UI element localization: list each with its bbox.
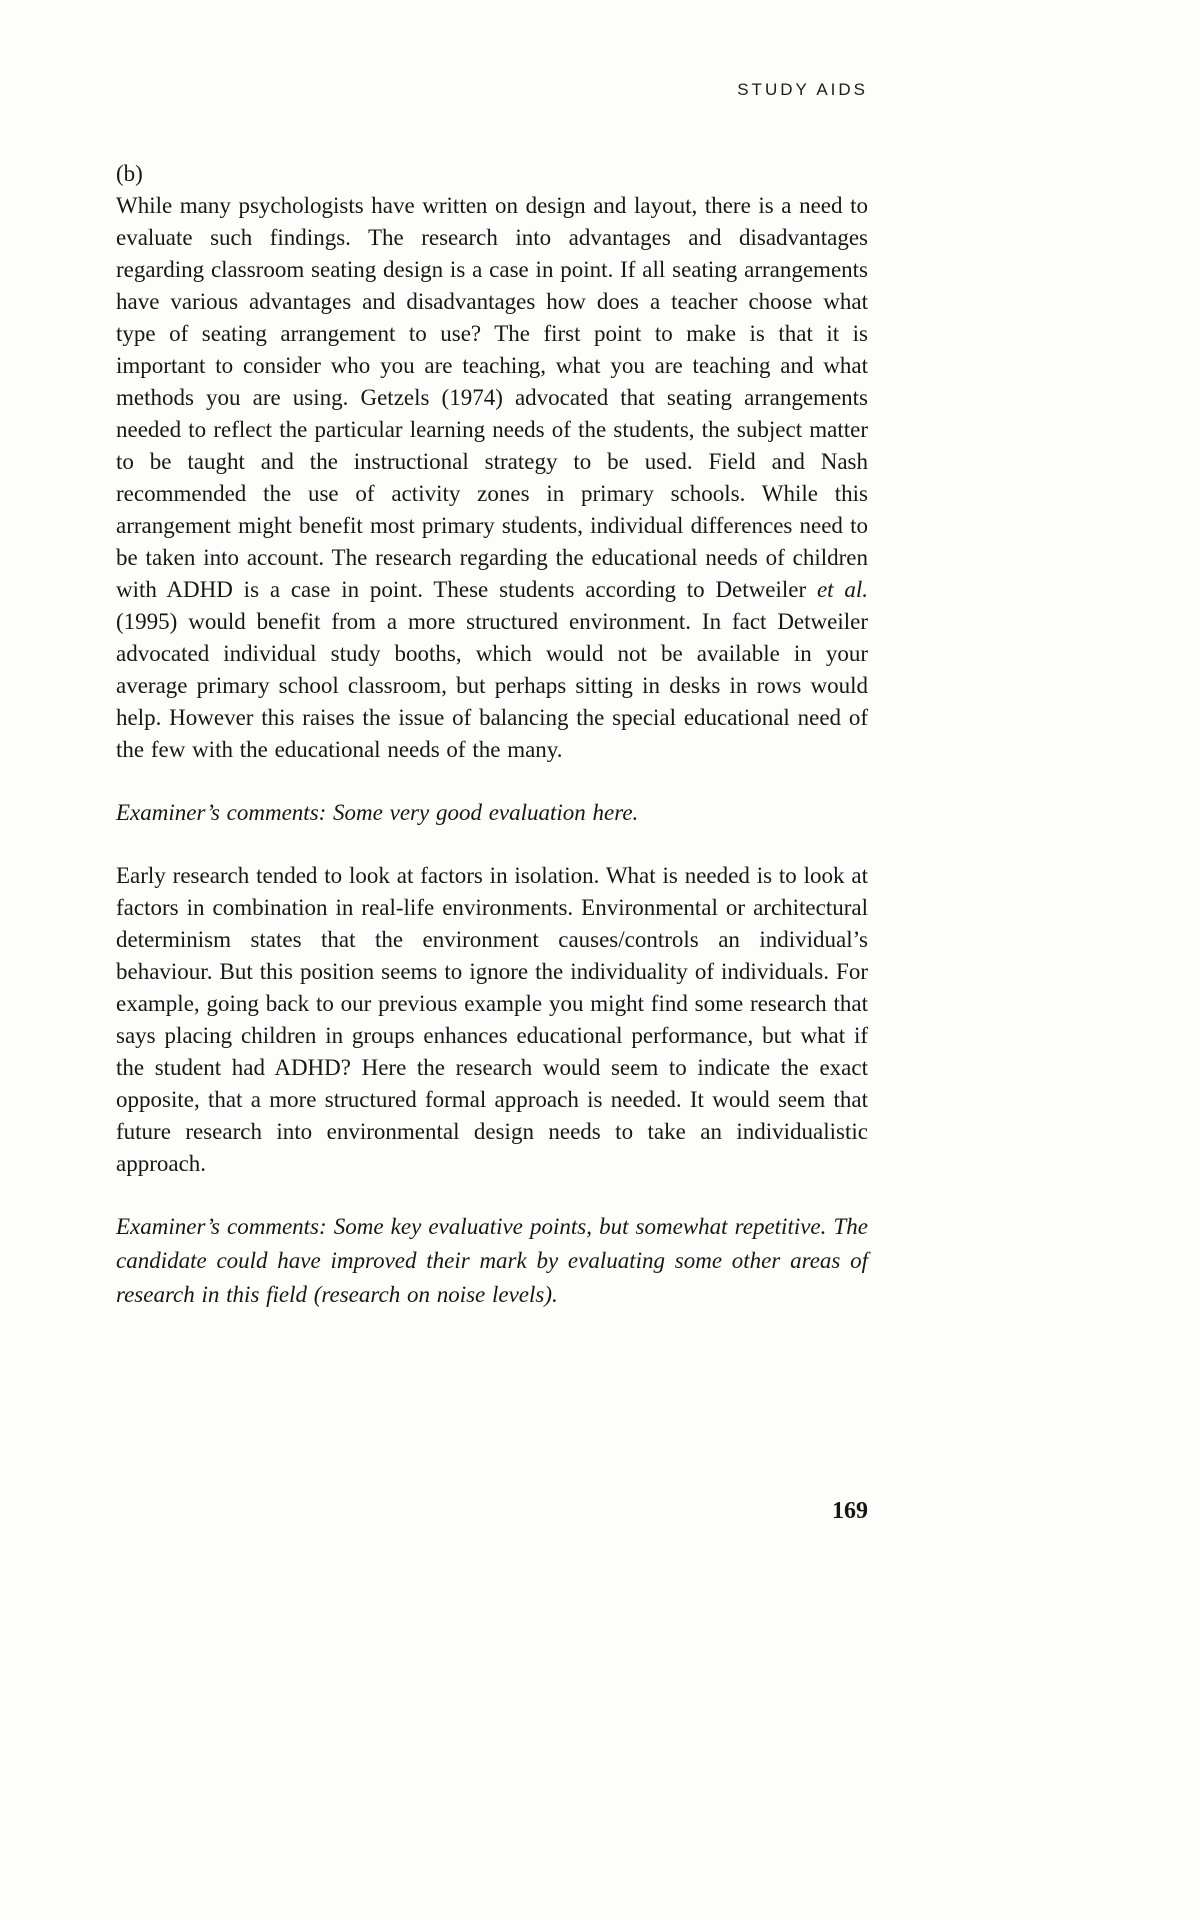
- paragraph-2: Early research tended to look at factors in isolation. What is needed is to look at factors in combination in real-life environments. Environmental or architectural determinism states that the environment causes/controls an individual’s behaviour. But this position seems to ignore the individuality of individuals. For example, going back to our previous example you might find some research that says placing children in groups enhances educational performance, but what if the student had ADHD? Here the research would seem to indicate the exact opposite, that a more structured formal approach is needed. It would seem that future research into environmental design needs to take an individualistic approach.: [116, 863, 868, 1176]
- running-header: STUDY AIDS: [737, 80, 868, 99]
- paragraph-1-text-start: While many psychologists have written on design and layout, there is a need to evaluate such findings. The research into advantages and disadvantages regarding classroom seating design is a case in point. If all seating arrangements have various advantages and disadvantages how does a teacher choose what type of seating arrangement to use? The first point to make is that it is important to consider who you are teaching, what you are teaching and what methods you are using. Getzels (1974) advocated that seating arrangements needed to reflect the particular learning needs of the students, the subject matter to be taught and the instructional strategy to be used. Field and Nash recommended the use of activity zones in primary schools. While this arrangement might benefit most primary students, individual differences need to be taken into account. The research regarding the educational needs of children with ADHD is a case in point. These students according to Detweiler: [116, 193, 868, 602]
- section-label: (b): [116, 161, 143, 186]
- examiner-comment-2: Examiner’s comments: Some key evaluative points, but somewhat repetitive. The candidate could have improved their mark by evaluating some other areas of research in this field (research on noise levels).: [116, 1214, 868, 1307]
- paragraph-1: [116, 190, 868, 766]
- page-content: [116, 80, 868, 1342]
- examiner-comment-1: Examiner’s comments: Some very good evaluation here.: [116, 800, 639, 825]
- page-number: 169: [832, 1498, 868, 1524]
- paragraph-1-text-end: (1995) would benefit from a more structured environment. In fact Detweiler advocated individual study booths, which would not be available in your average primary school classroom, but perhaps sitting in desks in rows would help. However this raises the issue of balancing the special educational need of the few with the educational needs of the many.: [116, 609, 868, 762]
- paragraph-1-etal-citation: et al.: [816, 577, 868, 602]
